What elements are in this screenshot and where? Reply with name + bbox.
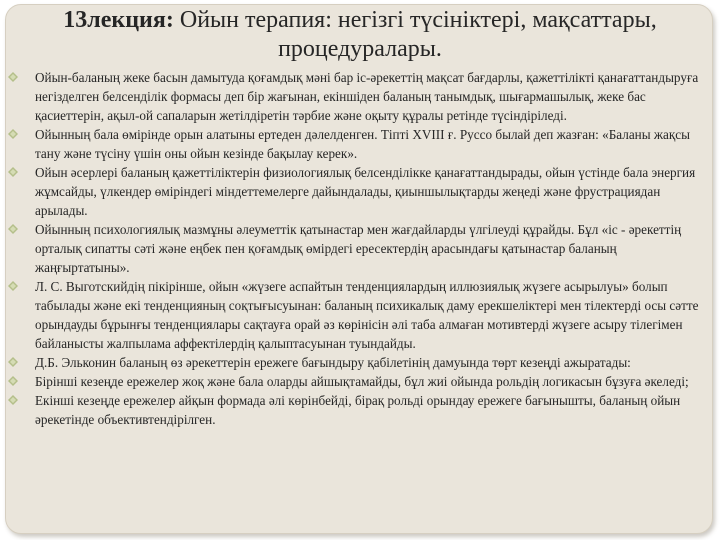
lecture-number: 13лекция: bbox=[63, 7, 174, 33]
list-item bbox=[8, 353, 710, 372]
diamond-bullet-icon bbox=[8, 357, 18, 367]
diamond-bullet-icon bbox=[8, 281, 18, 291]
diamond-bullet-icon bbox=[8, 167, 18, 177]
page-title bbox=[20, 6, 700, 64]
list-item bbox=[8, 372, 710, 391]
list-item bbox=[8, 391, 710, 429]
list-item-text: Екінші кезеңде ережелер айқын формада әлі көрінбейді, бірақ рольді орындау ережеге бағынышты, баланың ойын әрекетінде объективтендірілген. bbox=[35, 393, 681, 427]
list-item-text: Л. С. Выготскийдің пікірінше, ойын «жүзеге аспайтын тенденциялардың иллюзиялық жүзеге асырылуы» болып табылады және екі тенденцияның соқтығысуынан: баланың психикалық даму ерекшеліктері мен тілектерді осы сәтте орындауды бұрынғы тенденциялары сақтауға орай әз көрінісін әлі таба алмаған мотивтерді жүзеге асыру тілегімен байланысты жалпылама аффектілердің қалыптасуынан туындайды. bbox=[35, 279, 699, 351]
list-item bbox=[8, 163, 710, 220]
list-item-text: Д.Б. Эльконин баланың өз әрекеттерін ережеге бағындыру қабілетінің дамуында төрт кезеңді ажыратады: bbox=[35, 355, 631, 370]
list-item-text: Ойын-баланың жеке басын дамытуда қоғамдық мәні бар іс-әрекеттің мақсат бағдарлы, қажеттілікті қанағаттандыруға негізделген белсенділік формасы деп бір жағынан, екіншіден баланың танымдық, шығармашылық, жеке бас қасиеттерін, ақыл-ой сапаларын жетілдіретін тәрбие және оқыту құралы ретінде түсіндіріледі. bbox=[35, 70, 699, 123]
diamond-bullet-icon bbox=[8, 376, 18, 386]
list-item-text: Ойын әсерлері баланың қажеттіліктерін физиологиялық белсенділікке қанағаттандырады, ойын үстінде бала энергия жұмсайды, үлкендер өміріндегі міндеттемелерге дайындалады, қиыншылықтарды жеңеді және фрустрациядан арылады. bbox=[35, 165, 696, 218]
diamond-bullet-icon bbox=[8, 72, 18, 82]
diamond-bullet-icon bbox=[8, 224, 18, 234]
list-item bbox=[8, 68, 710, 125]
diamond-bullet-icon bbox=[8, 129, 18, 139]
list-item bbox=[8, 220, 710, 277]
list-item-text: Ойынның бала өмірінде орын алатыны ертеден дәлелденген. Тіпті XVIII ғ. Руссо былай деп жазған: «Баланы жақсы тану және түсіну үшін оны ойын кезінде бақылау керек». bbox=[35, 127, 690, 161]
list-item-text: Ойынның психологиялық мазмұны әлеуметтік қатынастар мен жағдайларды үлгілеуді құрайды. Бұл «іс - әрекеттің орталық сипатты сәті және еңбек пен қоғамдық өмірдегі ересектердің арасындағы қатынастар баланың жаңғыртатыны». bbox=[35, 222, 682, 275]
diamond-bullet-icon bbox=[8, 395, 18, 405]
bullet-list bbox=[8, 68, 710, 429]
list-item bbox=[8, 277, 710, 353]
lecture-topic: Ойын терапия: негізгі түсініктері, мақсаттары, процедуралары. bbox=[173, 7, 657, 62]
list-item bbox=[8, 125, 710, 163]
list-item-text: Бірінші кезеңде ережелер жоқ және бала оларды айшықтамайды, бұл жиі ойында рольдің логикасын бұзуға әкеледі; bbox=[35, 374, 689, 389]
